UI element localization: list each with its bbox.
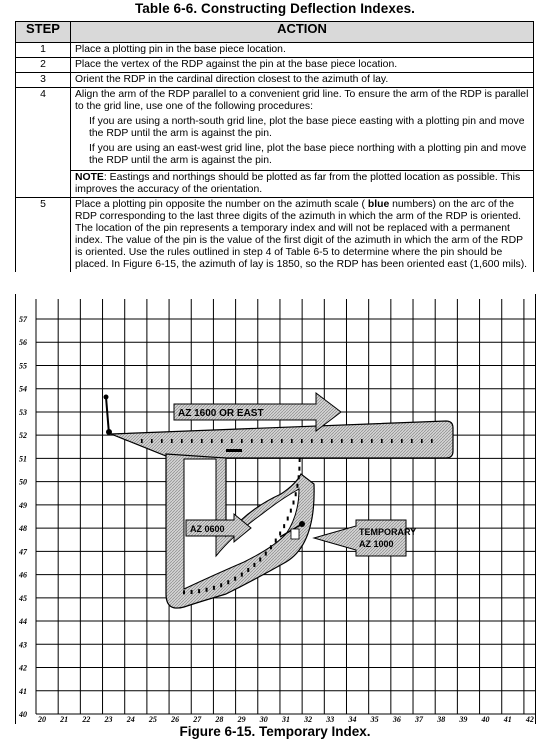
arm-scale-tick — [261, 439, 263, 443]
arm-scale-tick — [421, 439, 423, 443]
step-action — [71, 198, 534, 273]
arm-scale-tick — [201, 439, 203, 443]
arc-scale-tick — [283, 524, 285, 528]
temporary-index-figure — [16, 294, 535, 724]
northing-label: 46 — [19, 570, 27, 580]
arm-scale-tick — [211, 439, 213, 443]
arm-scale-tick — [191, 439, 193, 443]
az-1000-label: AZ 1000 — [359, 539, 394, 549]
easting-label: 42 — [525, 715, 534, 724]
step-action: Place a plotting pin in the base piece location. — [71, 43, 534, 58]
arc-scale-tick — [213, 586, 215, 590]
step-number: 2 — [16, 58, 71, 73]
arc-scale-tick — [265, 552, 267, 556]
easting-label: 28 — [215, 715, 224, 724]
step-action-bold: blue — [367, 199, 390, 210]
easting-label: 26 — [171, 715, 180, 724]
procedure-east-west: If you are using an east-west grid line, plot the base piece northing with a plotting pin and move the RDP until the arm is against the pin. — [89, 143, 527, 166]
easting-label: 22 — [82, 715, 91, 724]
easting-label: 37 — [415, 715, 424, 724]
az-0600-label: AZ 0600 — [190, 524, 225, 534]
easting-label: 27 — [193, 715, 202, 724]
step-action — [71, 88, 534, 171]
easting-label: 21 — [60, 715, 69, 724]
arc-scale-tick — [234, 577, 236, 581]
arm-scale-tick — [141, 439, 143, 443]
northing-label: 55 — [19, 361, 27, 371]
arm-scale-tick — [411, 439, 413, 443]
az-1600-label: AZ 1600 OR EAST — [178, 408, 264, 419]
northing-label: 52 — [19, 431, 27, 441]
arc-scale-tick — [299, 458, 301, 462]
note-text: : Eastings and northings should be plotted as far from the plotted location as possible. This improves the accuracy of the orientation. — [75, 172, 521, 195]
easting-label: 24 — [126, 715, 135, 724]
arc-scale-tick — [270, 545, 272, 549]
action-header: ACTION — [71, 22, 534, 43]
northing-label: 50 — [19, 477, 27, 487]
step-action-text-b: numbers) on the arc of the RDP corresponding to the last three digits of the azimuth in which the arm of the RDP is oriented. The location of the pin represents a temporary index and will not be replaced with a permanent index. The value of the pin is the value of the first digit of the azimuth in which the arm of the RDP is oriented. Use the rules outlined in step 4 of Table 6-5 to determine where the pin should be placed. In Figure 6-15, the azimuth of lay is 1850, so the RDP has been oriented east (1,600 mils). — [75, 199, 528, 270]
arm-scale-tick — [171, 439, 173, 443]
easting-label: 41 — [503, 715, 512, 724]
arc-scale-tick — [298, 475, 300, 479]
easting-label: 36 — [392, 715, 401, 724]
arc-scale-tick — [253, 563, 255, 567]
step-number: 4 — [16, 88, 71, 198]
table-row — [16, 73, 534, 88]
figure-caption: Figure 6-15. Temporary Index. — [179, 724, 371, 739]
arm-scale-tick — [431, 439, 433, 443]
note-label: NOTE — [75, 172, 104, 183]
procedure-north-south: If you are using a north-south grid line, plot the base piece easting with a plotting pin and move the RDP until the arm is against the pin. — [89, 116, 525, 139]
easting-label: 29 — [237, 715, 246, 724]
easting-label: 23 — [104, 715, 113, 724]
arc-scale-tick — [275, 539, 277, 543]
table-row — [16, 88, 534, 171]
arm-scale-tick — [151, 439, 153, 443]
step-number: 3 — [16, 73, 71, 88]
temporary-label: TEMPORARY — [359, 527, 417, 537]
step-action-text-a: Place a plotting pin opposite the number on the azimuth scale ( — [75, 199, 368, 210]
arm-scale-tick — [391, 439, 393, 443]
northing-label: 47 — [19, 547, 27, 557]
table-row — [16, 43, 534, 58]
arc-scale-tick — [298, 467, 300, 471]
arc-scale-tick — [220, 583, 222, 587]
northing-label: 57 — [19, 315, 27, 324]
figure-frame — [15, 294, 536, 724]
arc-scale-tick — [227, 580, 229, 584]
arm-scale-tick — [341, 439, 343, 443]
northing-label: 49 — [19, 500, 27, 510]
arm-scale-tick — [291, 439, 293, 443]
arm-scale-tick — [351, 439, 353, 443]
arm-scale-tick — [181, 439, 183, 443]
arc-scale-tick — [287, 517, 289, 521]
arm-scale-tick — [381, 439, 383, 443]
northing-label: 45 — [19, 593, 27, 603]
table-title: Table 6-6. Constructing Deflection Indexes. — [134, 1, 416, 16]
easting-label: 40 — [481, 715, 490, 724]
northing-label: 56 — [19, 338, 27, 348]
step-note — [71, 171, 534, 198]
arc-scale-tick — [206, 588, 208, 592]
easting-label: 39 — [459, 715, 468, 724]
step-number: 1 — [16, 43, 71, 58]
easting-labels — [37, 715, 534, 724]
arm-scale-tick — [231, 439, 233, 443]
northing-label: 40 — [19, 710, 27, 719]
arm-scale-tick — [371, 439, 373, 443]
arm-scale-tick — [331, 439, 333, 443]
table-row — [16, 171, 534, 198]
easting-label: 34 — [348, 715, 357, 724]
arc-scale-tick — [183, 590, 185, 594]
arc-scale-tick — [279, 532, 281, 536]
arm-scale-tick — [251, 439, 253, 443]
arm-scale-tick — [161, 439, 163, 443]
arm-scale-tick — [361, 439, 363, 443]
northing-label: 44 — [19, 617, 27, 627]
arm-scale-tick — [241, 439, 243, 443]
arm-scale-tick — [401, 439, 403, 443]
easting-label: 35 — [370, 715, 379, 724]
rdp-index-mark — [226, 449, 242, 452]
easting-label: 32 — [304, 715, 313, 724]
table-header-row — [16, 22, 534, 43]
arc-scale-tick — [290, 509, 292, 513]
northing-label: 54 — [19, 384, 27, 394]
northing-label: 41 — [19, 686, 27, 696]
easting-label: 25 — [148, 715, 157, 724]
steps-table — [15, 21, 534, 272]
step-action: Place the vertex of the RDP against the pin at the base piece location. — [71, 58, 534, 73]
arc-scale-tick — [295, 492, 297, 496]
arc-scale-tick — [198, 589, 200, 593]
table-row — [16, 198, 534, 273]
northing-label: 53 — [19, 407, 27, 417]
easting-label: 31 — [281, 715, 290, 724]
easting-label: 38 — [437, 715, 446, 724]
northing-label: 43 — [19, 640, 27, 650]
step-action: Orient the RDP in the cardinal direction closest to the azimuth of lay. — [71, 73, 534, 88]
arc-scale-tick — [247, 568, 249, 572]
arm-scale-tick — [321, 439, 323, 443]
easting-label: 30 — [259, 715, 268, 724]
arc-scale-tick — [259, 557, 261, 561]
easting-label: 33 — [326, 715, 335, 724]
arm-scale-tick — [271, 439, 273, 443]
arm-scale-tick — [221, 439, 223, 443]
arc-scale-tick — [296, 484, 298, 488]
easting-label: 20 — [38, 715, 46, 724]
arm-scale-tick — [311, 439, 313, 443]
step-header: STEP — [16, 22, 71, 43]
table-row — [16, 58, 534, 73]
arc-scale-tick — [191, 590, 193, 594]
arm-scale-tick — [281, 439, 283, 443]
arc-scale-tick — [293, 501, 295, 505]
step-action-text: Align the arm of the RDP parallel to a convenient grid line. To ensure the arm of the RDP is parallel to the grid line, use one of the following procedures: — [75, 89, 529, 112]
arc-scale-tick — [241, 573, 243, 577]
northing-label: 48 — [19, 524, 27, 534]
arm-scale-tick — [301, 439, 303, 443]
northing-label: 51 — [19, 454, 27, 464]
northing-label: 42 — [19, 663, 27, 673]
step-number: 5 — [16, 198, 71, 273]
